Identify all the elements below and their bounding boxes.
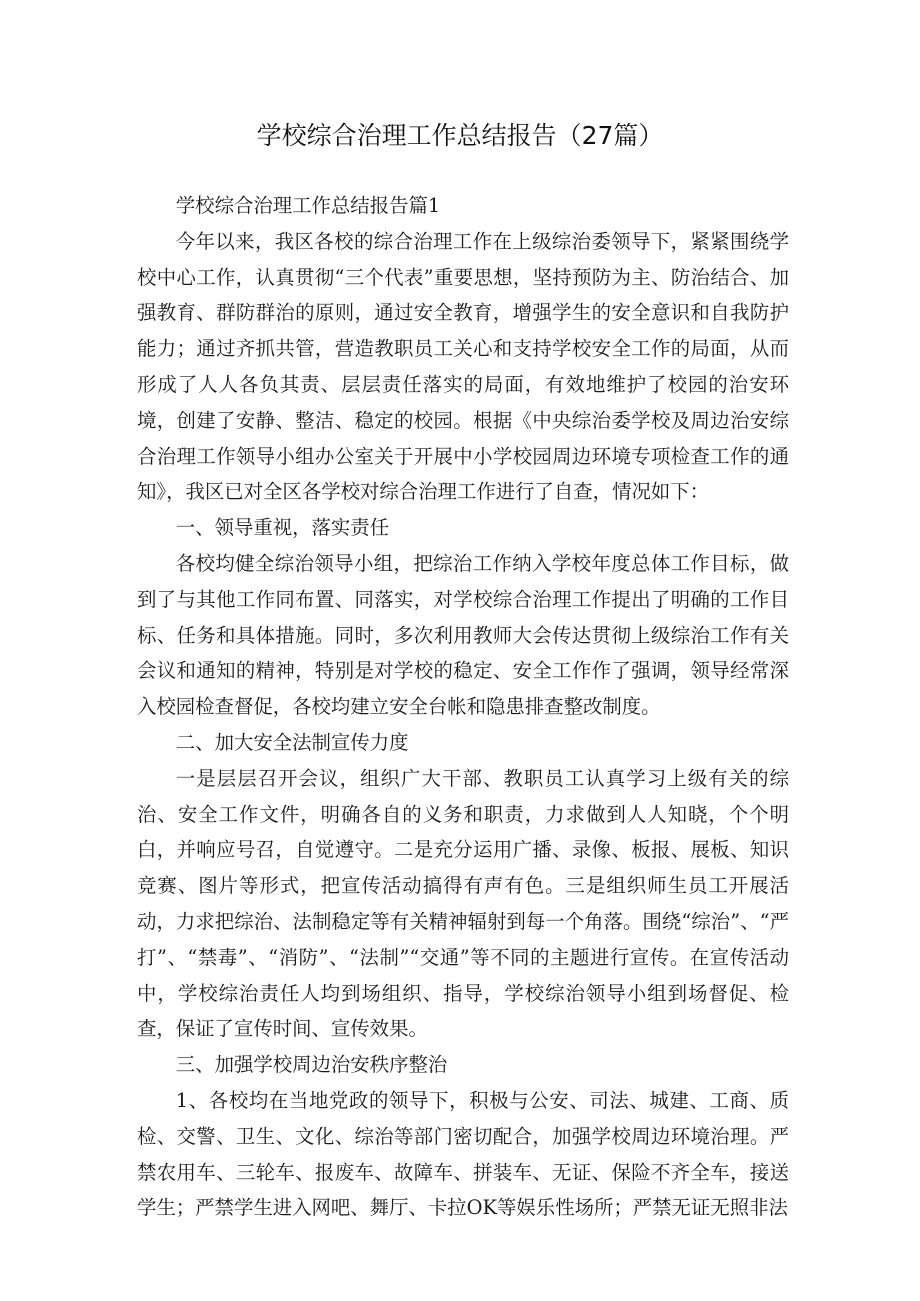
section-heading-3: 三、加强学校周边治安秩序整治 — [175, 1053, 448, 1077]
document-body — [137, 188, 789, 1226]
paragraph-surroundings: 1、各校均在当地党政的领导下，积极与公安、司法、城建、工商、质检、交警、卫生、文化、综治等部门密切配合，加强学校周边环境治理。严禁农用车、三轮车、报废车、故障车、拼装车、无证、保险不齐全车，接送学生；严禁学生进入网吧、舞厅、卡拉OK等娱乐性场所；严禁无证无照非法 — [137, 1088, 789, 1220]
section-heading-2: 二、加大安全法制宣传力度 — [175, 730, 409, 754]
paragraph-publicity: 一是层层召开会议，组织广大干部、教职员工认真学习上级有关的综治、安全工作文件，明确各自的义务和职责，力求做到人人知晓，个个明白，并响应号召，自觉遵守。二是充分运用广播、录像、板报、展板、知识竞赛、图片等形式，把宣传活动搞得有声有色。三是组织师生员工开展活动，力求把综治、法制稳定等有关精神辐射到每一个角落。围绕“综治”、“严打”、“禁毒”、“消防”、“法制”“交通”等不同的主题进行宣传。在宣传活动中，学校综治责任人均到场组织、指导，学校综治领导小组到场督促、检查，保证了宣传时间、宣传效果。 — [137, 766, 789, 1041]
document-title: 学校综合治理工作总结报告（27篇） — [256, 121, 664, 150]
section-heading-article: 学校综合治理工作总结报告篇1 — [175, 194, 441, 217]
paragraph-leadership: 各校均健全综治领导小组，把综治工作纳入学校年度总体工作目标，做到了与其他工作同布置、同落实，对学校综合治理工作提出了明确的工作目标、任务和具体措施。同时，多次利用教师大会传达贯彻上级综治工作有关会议和通知的精神，特别是对学校的稳定、安全工作作了强调，领导经常深入校园检查督促，各校均建立安全台帐和隐患排查整改制度。 — [137, 551, 789, 719]
section-heading-1: 一、领导重视，落实责任 — [175, 516, 390, 540]
paragraph-intro: 今年以来，我区各校的综合治理工作在上级综治委领导下，紧紧围绕学校中心工作，认真贯彻“三个代表”重要思想，坚持预防为主、防治结合、加强教育、群防群治的原则，通过安全教育，增强学生的安全意识和自我防护能力；通过齐抓共管，营造教职员工关心和支持学校安全工作的局面，从而形成了人人各负其责、层层责任落实的局面，有效地维护了校园的治安环境，创建了安静、整洁、稳定的校园。根据《中央综治委学校及周边治安综合治理工作领导小组办公室关于开展中小学校园周边环境专项检查工作的通知》，我区已对全区各学校对综合治理工作进行了自查，情况如下： — [137, 229, 789, 504]
